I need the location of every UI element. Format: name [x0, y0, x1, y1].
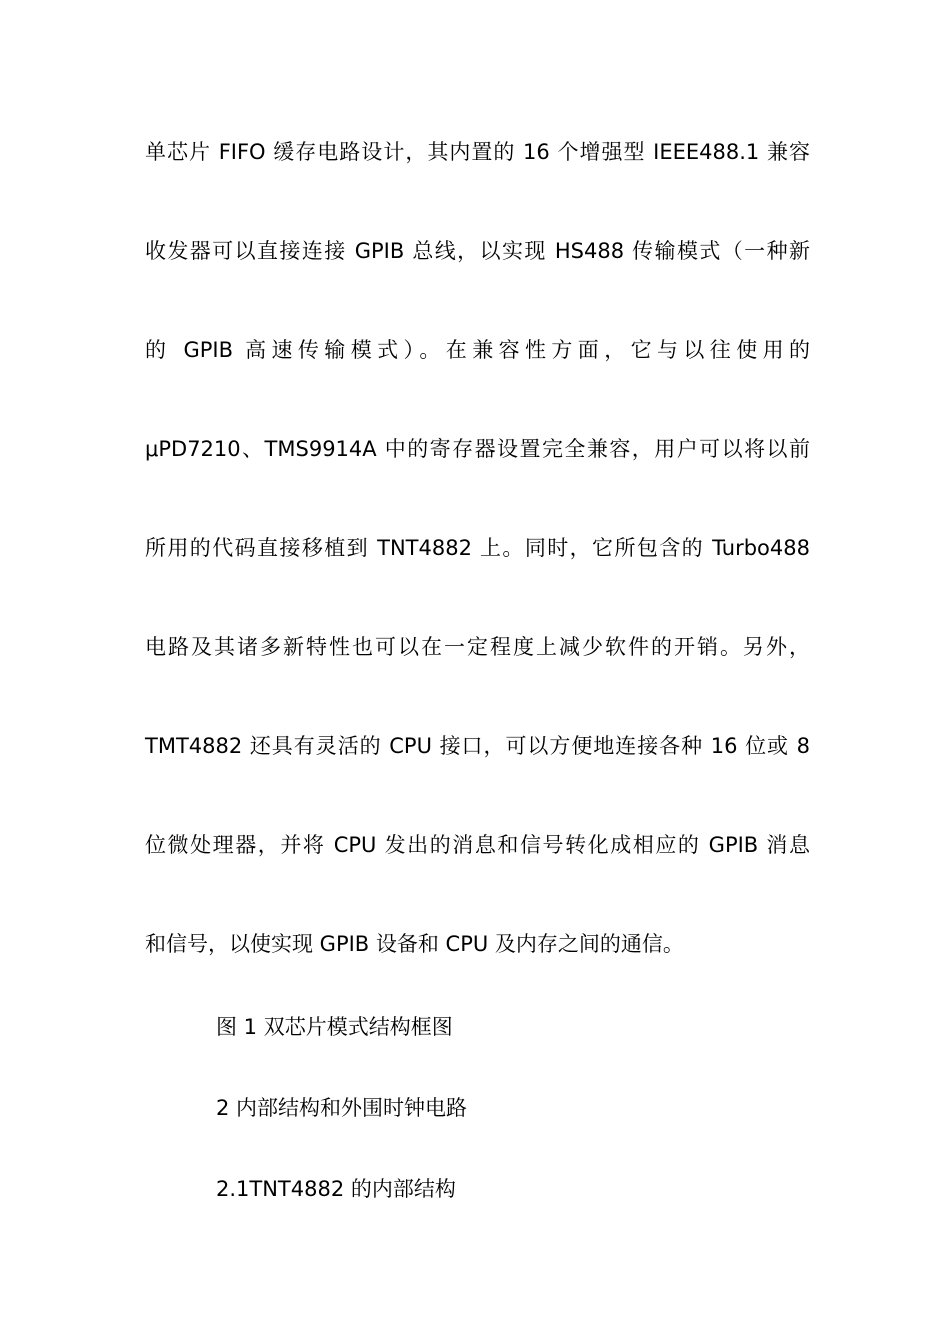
paragraph-line: 和信号，以使实现 GPIB 设备和 CPU 及内存之间的通信。	[145, 932, 684, 956]
paragraph-line: μPD7210、TMS9914A 中的寄存器设置完全兼容，用户可以将以前	[145, 437, 810, 461]
paragraph-line: 位微处理器，并将 CPU 发出的消息和信号转化成相应的 GPIB 消息	[145, 833, 810, 857]
subsection-heading: 2.1TNT4882 的内部结构	[216, 1177, 456, 1201]
figure-caption: 图 1 双芯片模式结构框图	[216, 1015, 453, 1039]
paragraph-line: 所用的代码直接移植到 TNT4882 上。同时，它所包含的 Turbo488	[145, 536, 810, 560]
paragraph-line: 收发器可以直接连接 GPIB 总线，以实现 HS488 传输模式（一种新	[145, 239, 810, 263]
section-heading: 2 内部结构和外围时钟电路	[216, 1096, 468, 1120]
paragraph-line: 单芯片 FIFO 缓存电路设计，其内置的 16 个增强型 IEEE488.1 兼容	[145, 140, 810, 164]
paragraph-line: TMT4882 还具有灵活的 CPU 接口，可以方便地连接各种 16 位或 8	[145, 734, 810, 758]
paragraph-line: 的 GPIB 高速传输模式）。在兼容性方面，它与以往使用的	[145, 338, 810, 362]
paragraph-line: 电路及其诸多新特性也可以在一定程度上减少软件的开销。另外，	[145, 635, 810, 659]
